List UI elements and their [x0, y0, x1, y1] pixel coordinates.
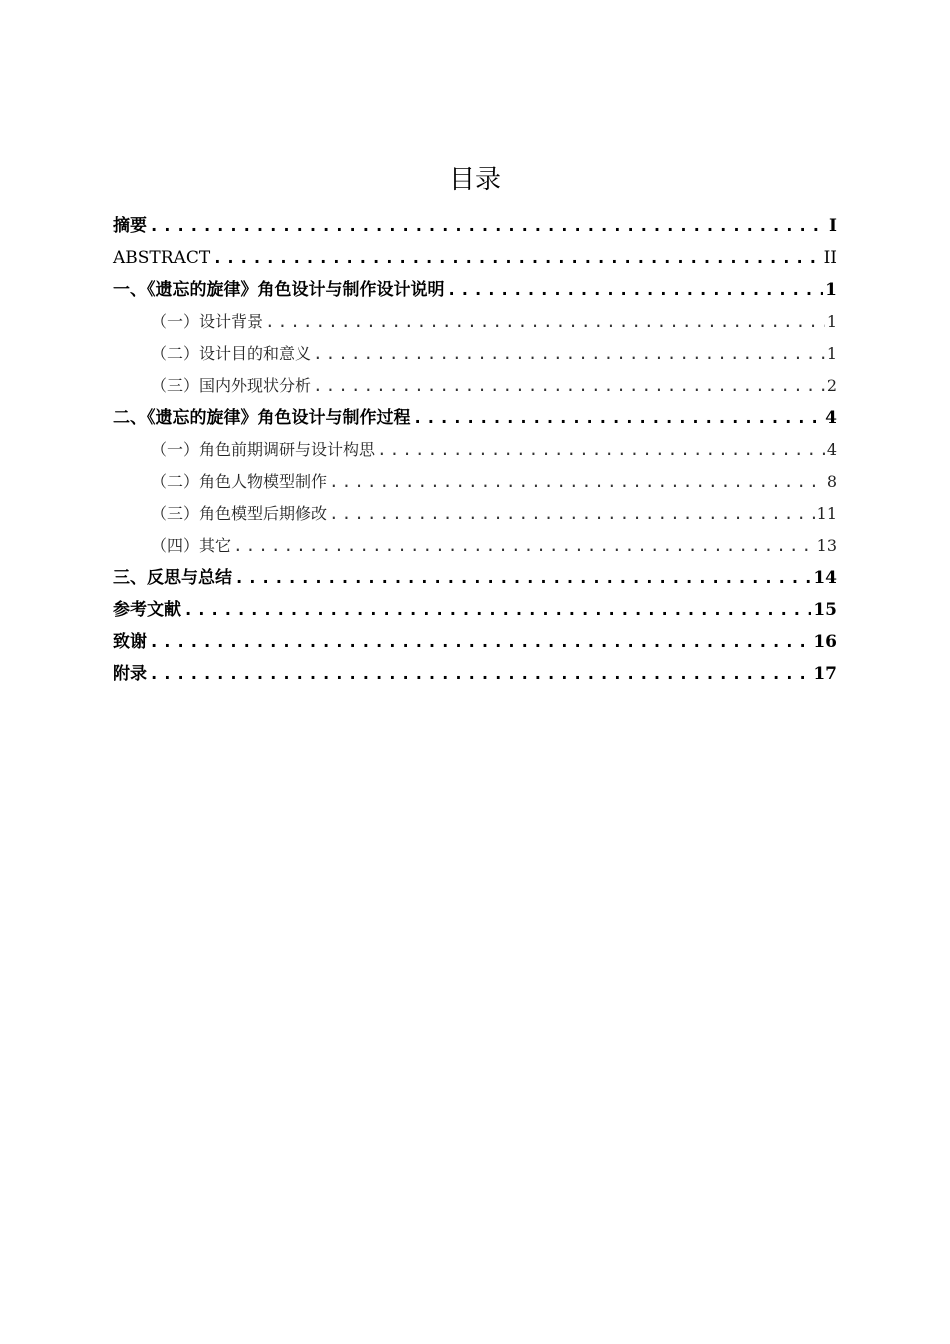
- toc-entry-label: （二）设计目的和意义: [151, 344, 312, 363]
- toc-entry-section-2-4[interactable]: [113, 530, 837, 562]
- toc-entry-page: 16: [813, 632, 837, 652]
- toc-entry-page: 4: [826, 440, 837, 459]
- toc-entry-label: 致谢: [113, 632, 147, 652]
- toc-entry-label: 参考文献: [113, 600, 181, 620]
- toc-dot-leader: [329, 498, 815, 530]
- toc-dot-leader: [265, 306, 825, 338]
- toc-dot-leader: [149, 626, 811, 658]
- table-of-contents: [113, 210, 837, 690]
- toc-entry-section-1-3[interactable]: [113, 370, 837, 402]
- toc-entry-chapter-3[interactable]: [113, 562, 837, 594]
- toc-entry-label: 一、《遗忘的旋律》角色设计与制作设计说明: [113, 280, 445, 300]
- toc-entry-section-2-3[interactable]: [113, 498, 837, 530]
- toc-title: 目录: [448, 165, 501, 196]
- toc-entry-chapter-2[interactable]: [113, 402, 837, 434]
- toc-entry-page: 2: [826, 376, 837, 395]
- toc-entry-label: （四）其它: [151, 536, 232, 555]
- toc-entry-page: 14: [813, 568, 837, 588]
- toc-dot-leader: [234, 562, 811, 594]
- toc-entry-section-1-2[interactable]: [113, 338, 837, 370]
- toc-entry-label: （三）角色模型后期修改: [151, 504, 328, 523]
- toc-entry-chapter-1[interactable]: [113, 274, 837, 306]
- toc-entry-page: 13: [816, 536, 837, 555]
- toc-entry-label: （一）角色前期调研与设计构思: [151, 440, 376, 459]
- toc-entry-page: 17: [813, 664, 837, 684]
- toc-entry-page: 1: [825, 280, 837, 300]
- toc-dot-leader: [212, 242, 821, 274]
- toc-dot-leader: [149, 658, 811, 690]
- toc-entry-page: 15: [813, 600, 837, 620]
- toc-entry-label: ABSTRACT: [113, 248, 211, 268]
- toc-entry-acknowledgements[interactable]: [113, 626, 837, 658]
- toc-entry-page: 4: [825, 408, 837, 428]
- toc-entry-section-2-2[interactable]: [113, 466, 837, 498]
- toc-entry-label: 附录: [113, 664, 147, 684]
- toc-dot-leader: [329, 466, 825, 498]
- toc-entry-label: （一）设计背景: [151, 312, 264, 331]
- toc-dot-leader: [313, 370, 825, 402]
- toc-dot-leader: [149, 210, 827, 242]
- toc-entry-page: 1: [826, 312, 837, 331]
- toc-entry-section-2-1[interactable]: [113, 434, 837, 466]
- toc-entry-page: 8: [826, 472, 837, 491]
- toc-entry-label: 摘要: [113, 216, 147, 236]
- toc-entry-page: I: [829, 216, 837, 236]
- toc-entry-page: 11: [816, 504, 837, 523]
- toc-entry-label: 二、《遗忘的旋律》角色设计与制作过程: [113, 408, 411, 428]
- toc-dot-leader: [447, 274, 824, 306]
- toc-dot-leader: [183, 594, 811, 626]
- toc-dot-leader: [313, 338, 825, 370]
- toc-dot-leader: [413, 402, 824, 434]
- toc-entry-label: （三）国内外现状分析: [151, 376, 312, 395]
- toc-entry-references[interactable]: [113, 594, 837, 626]
- toc-entry-appendix[interactable]: [113, 658, 837, 690]
- toc-dot-leader: [233, 530, 815, 562]
- toc-entry-abstract-cn[interactable]: [113, 210, 837, 242]
- toc-entry-page: II: [823, 248, 837, 268]
- toc-entry-page: 1: [826, 344, 837, 363]
- toc-entry-label: （二）角色人物模型制作: [151, 472, 328, 491]
- toc-entry-label: 三、反思与总结: [113, 568, 232, 588]
- toc-entry-abstract-en[interactable]: [113, 242, 837, 274]
- toc-dot-leader: [377, 434, 825, 466]
- toc-entry-section-1-1[interactable]: [113, 306, 837, 338]
